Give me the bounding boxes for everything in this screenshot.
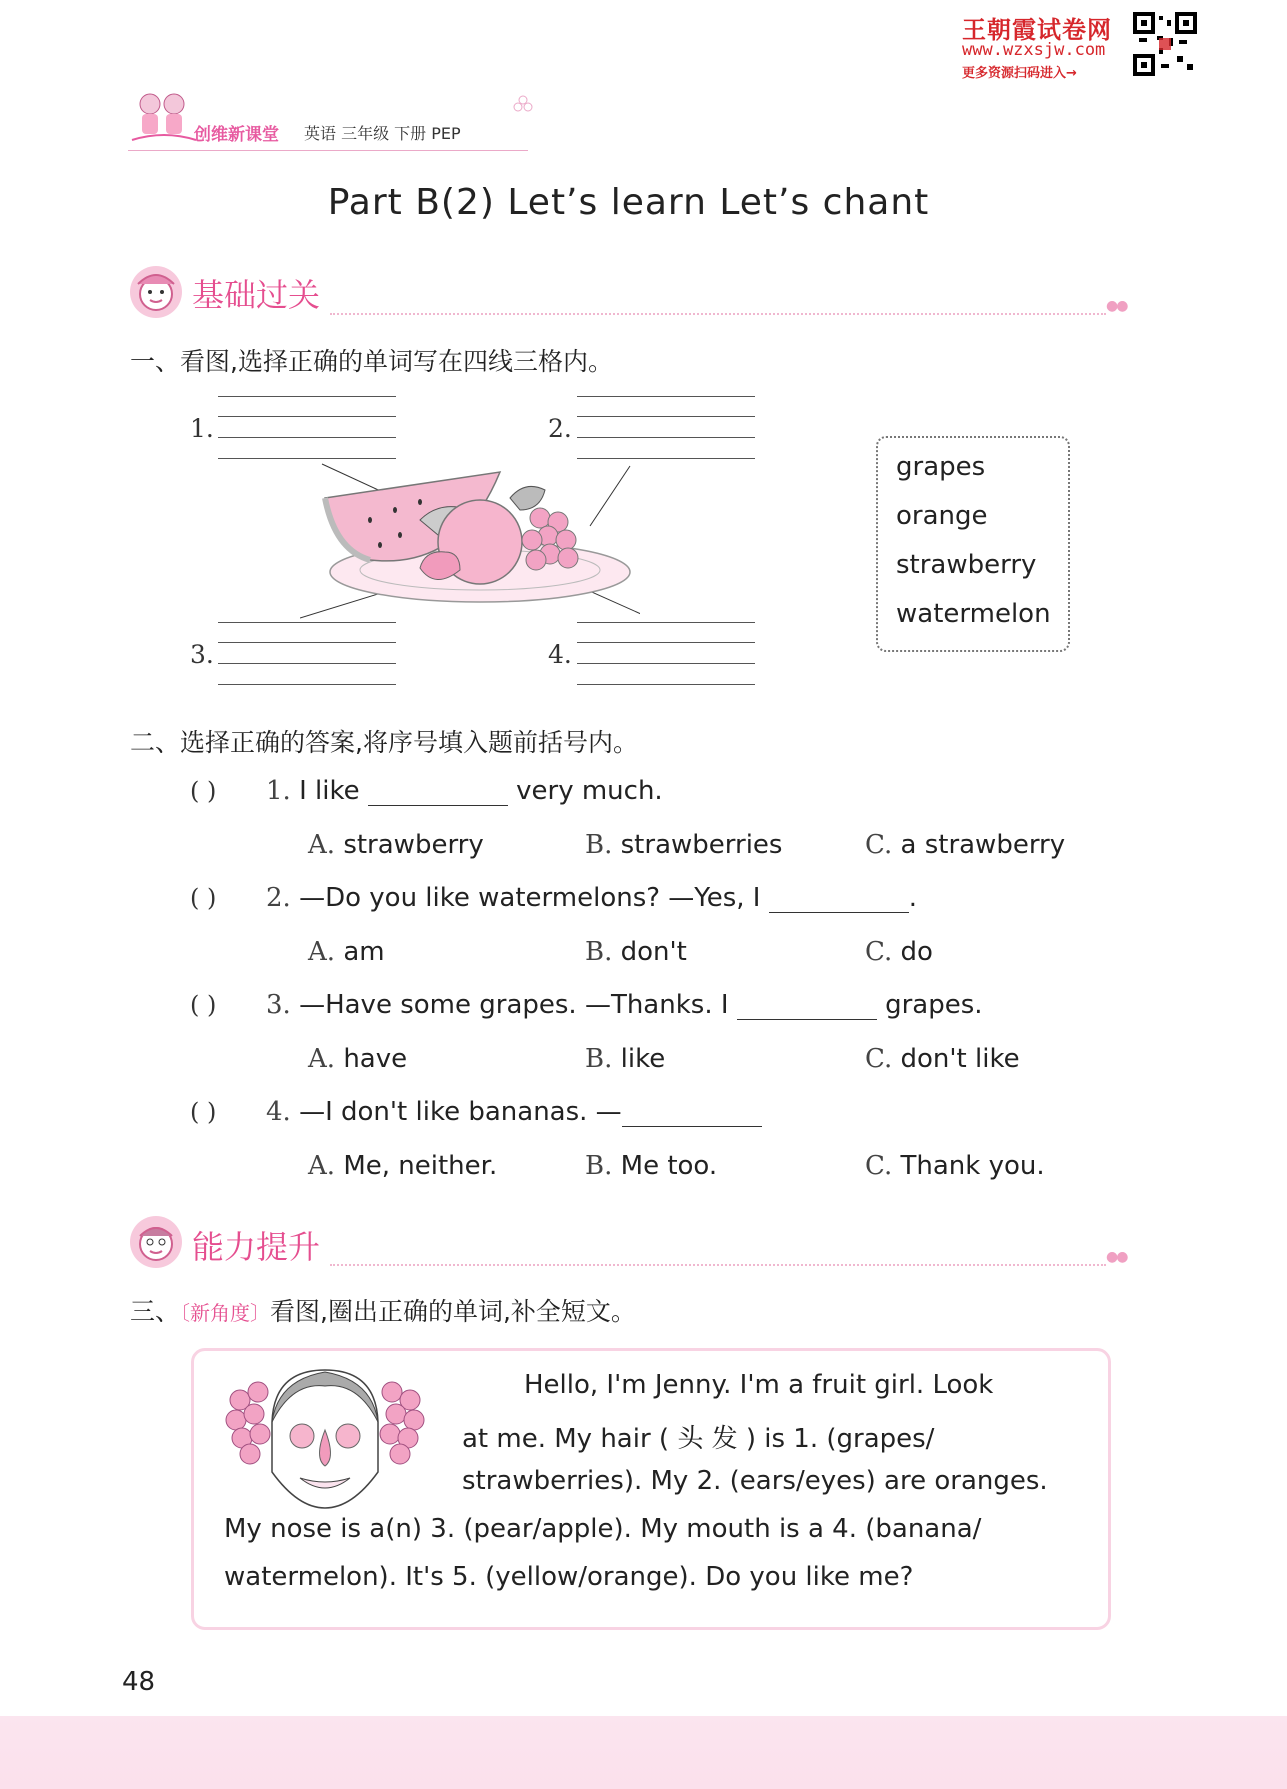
fruit-plate-illustration	[300, 460, 640, 630]
option-a[interactable]	[308, 1044, 407, 1074]
question-item-1	[266, 776, 663, 806]
question-text: I like	[299, 776, 360, 806]
answer-paren[interactable]: ( )	[190, 1098, 217, 1126]
option-c[interactable]	[865, 830, 1065, 860]
dots-decoration-icon: ●●	[1106, 1249, 1127, 1265]
option-letter: A.	[308, 830, 336, 860]
question-text: very much.	[516, 776, 663, 806]
header-divider	[128, 150, 528, 151]
option-letter: C.	[865, 937, 893, 967]
option-text: am	[343, 937, 385, 967]
option-text: like	[620, 1044, 666, 1074]
question-number: 4.	[266, 1097, 291, 1127]
fill-blank[interactable]	[622, 1102, 762, 1127]
boy-avatar-icon	[128, 1214, 184, 1270]
answer-paren[interactable]: ( )	[190, 777, 217, 805]
section-title-advanced: 能力提升	[192, 1228, 321, 1266]
option-text: strawberries	[620, 830, 783, 860]
writing-lines-2[interactable]	[577, 396, 755, 456]
option-text: Me, neither.	[343, 1151, 498, 1181]
option-a[interactable]	[308, 830, 484, 860]
section-title-basic: 基础过关	[192, 276, 321, 314]
question-text: —I don't like bananas. —	[299, 1097, 622, 1127]
option-text: have	[343, 1044, 408, 1074]
footer-band	[0, 1716, 1287, 1789]
option-b[interactable]	[585, 1151, 717, 1181]
option-text: Me too.	[620, 1151, 718, 1181]
q3-instruction	[130, 1292, 636, 1328]
option-letter: A.	[308, 1044, 336, 1074]
passage-line-3: strawberries). My 2. (ears/eyes) are oranges.	[462, 1466, 1048, 1496]
q3-tag: 〔新角度〕	[180, 1301, 271, 1325]
option-letter: C.	[865, 1044, 893, 1074]
option-letter: B.	[585, 1151, 613, 1181]
passage-line-2: at me. My hair ( 头 发 ) is 1. (grapes/	[462, 1424, 935, 1454]
fruit-girl-illustration	[222, 1362, 428, 1510]
q3-prefix: 三、	[130, 1297, 181, 1326]
question-number: 1.	[266, 776, 291, 806]
option-letter: B.	[585, 1044, 613, 1074]
option-letter: A.	[308, 1151, 336, 1181]
option-c[interactable]	[865, 1151, 1045, 1181]
flower-icon	[512, 94, 534, 116]
answer-paren[interactable]: ( )	[190, 991, 217, 1019]
writing-lines-4[interactable]	[577, 622, 755, 682]
question-text: —Do you like watermelons? —Yes, I	[299, 883, 761, 913]
option-text: Thank you.	[900, 1151, 1045, 1181]
option-c[interactable]	[865, 1044, 1020, 1074]
question-item-4	[266, 1097, 762, 1127]
word-bank-item: grapes	[896, 452, 986, 482]
writing-lines-1[interactable]	[218, 396, 396, 456]
option-letter: C.	[865, 830, 893, 860]
qr-code-icon	[1133, 12, 1197, 76]
question-text: —Have some grapes. —Thanks. I	[299, 990, 729, 1020]
passage-line-5: watermelon). It's 5. (yellow/orange). Do you like me?	[224, 1562, 914, 1592]
option-letter: B.	[585, 830, 613, 860]
question-item-3	[266, 990, 983, 1020]
passage-line-4: My nose is a(n) 3. (pear/apple). My mouth is a 4. (banana/	[224, 1514, 982, 1544]
option-text: don't	[620, 937, 687, 967]
fill-blank[interactable]	[737, 995, 877, 1020]
q2-instruction: 二、选择正确的答案,将序号填入题前括号内。	[130, 728, 638, 757]
question-number: 2.	[266, 883, 291, 913]
header-book-info: 英语 三年级 下册 PEP	[304, 124, 461, 143]
question-text: grapes.	[885, 990, 983, 1020]
option-c[interactable]	[865, 937, 933, 967]
fill-blank[interactable]	[368, 781, 508, 806]
watermark-title: 王朝霞试卷网	[962, 16, 1112, 44]
option-letter: A.	[308, 937, 336, 967]
dots-decoration-icon: ●●	[1106, 298, 1127, 314]
watermark-url: www.wzxsjw.com	[962, 40, 1106, 60]
word-bank	[876, 436, 1070, 652]
option-b[interactable]	[585, 1044, 665, 1074]
page-number: 48	[122, 1667, 156, 1697]
option-letter: B.	[585, 937, 613, 967]
blank-label-2: 2.	[548, 414, 572, 443]
section-divider	[330, 1264, 1106, 1266]
blank-label-1: 1.	[190, 414, 214, 443]
option-a[interactable]	[308, 937, 385, 967]
watermark-sub: 更多资源扫码进入→	[962, 66, 1077, 81]
answer-paren[interactable]: ( )	[190, 884, 217, 912]
word-bank-item: strawberry	[896, 550, 1037, 580]
option-text: do	[900, 937, 933, 967]
fill-blank[interactable]	[769, 888, 909, 913]
passage-line-1: Hello, I'm Jenny. I'm a fruit girl. Look	[524, 1370, 994, 1400]
blank-label-3: 3.	[190, 640, 214, 669]
word-bank-item: watermelon	[896, 599, 1051, 629]
page-title: Part B(2) Let’s learn Let’s chant	[327, 182, 930, 223]
q3-instruction-text: 看图,圈出正确的单词,补全短文。	[270, 1297, 636, 1326]
writing-lines-3[interactable]	[218, 622, 396, 682]
option-text: strawberry	[343, 830, 484, 860]
header-brand: 创维新课堂	[194, 125, 279, 145]
option-text: a strawberry	[900, 830, 1066, 860]
q1-instruction: 一、看图,选择正确的单词写在四线三格内。	[130, 347, 613, 376]
girl-avatar-icon	[128, 264, 184, 320]
question-text: .	[908, 883, 918, 913]
blank-label-4: 4.	[548, 640, 572, 669]
option-b[interactable]	[585, 830, 782, 860]
option-a[interactable]	[308, 1151, 497, 1181]
option-b[interactable]	[585, 937, 687, 967]
kids-logo-icon	[128, 90, 200, 148]
option-text: don't like	[900, 1044, 1020, 1074]
option-letter: C.	[865, 1151, 893, 1181]
section-divider	[330, 313, 1106, 315]
question-number: 3.	[266, 990, 291, 1020]
question-item-2	[266, 883, 917, 913]
word-bank-item: orange	[896, 501, 988, 531]
